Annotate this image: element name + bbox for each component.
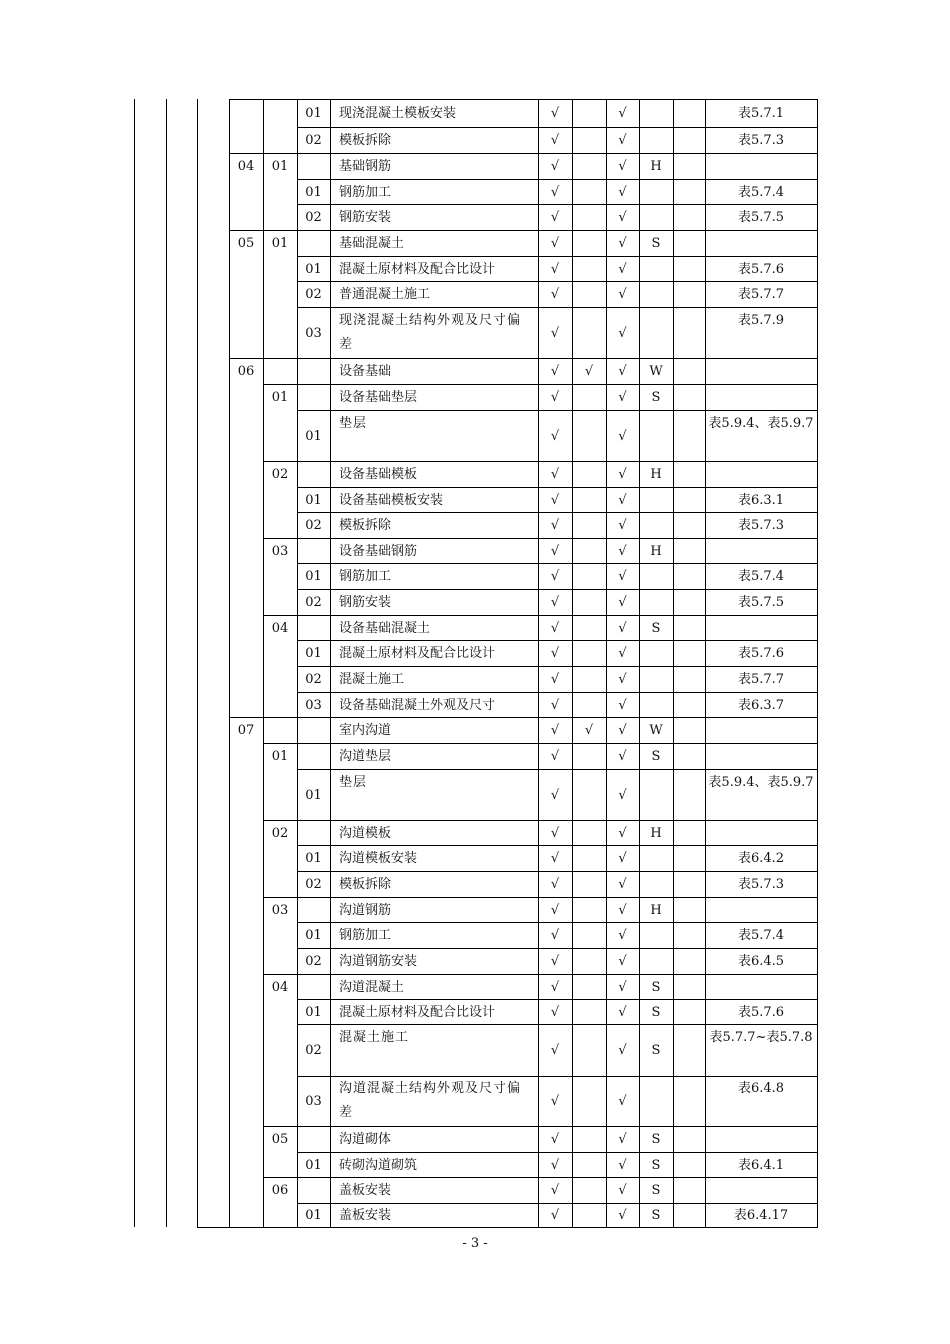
mark-1: √ xyxy=(550,877,560,892)
mark-4: H xyxy=(650,825,662,841)
row-rule xyxy=(297,1024,818,1025)
item-code: 02 xyxy=(305,210,322,225)
item-name: 现浇混凝土模板安装 xyxy=(339,106,457,121)
mark-3: √ xyxy=(618,518,627,533)
item-name: 沟道钢筋 xyxy=(339,902,392,918)
item-name: 沟道垫层 xyxy=(339,749,392,764)
reference-table: 表5.7.9 xyxy=(737,312,785,328)
reference-table: 表5.9.4、表5.9.7 xyxy=(708,415,814,431)
item-code: 02 xyxy=(305,287,322,302)
item-name: 钢筋加工 xyxy=(339,569,392,584)
mark-3: √ xyxy=(618,287,627,302)
mark-3: √ xyxy=(618,646,627,661)
mark-1: √ xyxy=(550,159,560,174)
item-name: 模板拆除 xyxy=(339,877,392,892)
subunit-code: 04 xyxy=(271,979,289,995)
table-bottom-rule xyxy=(197,1227,818,1228)
row-rule xyxy=(297,179,818,180)
row-rule xyxy=(263,1177,818,1178)
mark-3: √ xyxy=(618,723,627,738)
item-code: 02 xyxy=(305,877,322,892)
mark-1: √ xyxy=(550,825,560,841)
row-rule xyxy=(229,358,818,359)
mark-4: S xyxy=(651,390,661,405)
unit-code: 05 xyxy=(237,236,255,251)
item-name: 设备基础模板安装 xyxy=(339,492,444,508)
item-name: 钢筋加工 xyxy=(339,184,392,200)
row-rule xyxy=(263,384,818,385)
subunit-code: 02 xyxy=(271,825,289,841)
item-name: 设备基础垫层 xyxy=(339,390,418,405)
row-rule xyxy=(263,820,818,821)
item-code: 03 xyxy=(305,697,322,713)
item-code: 01 xyxy=(305,261,322,277)
mark-3: √ xyxy=(618,325,627,341)
mark-4: S xyxy=(651,1004,661,1020)
mark-3: √ xyxy=(618,877,627,892)
item-code: 03 xyxy=(305,1094,322,1109)
reference-table: 表5.9.4、表5.9.7 xyxy=(708,774,814,790)
mark-1: √ xyxy=(550,954,560,969)
mark-3: √ xyxy=(618,595,627,610)
mark-3: √ xyxy=(618,902,627,918)
column-rule xyxy=(817,99,818,1227)
mark-1: √ xyxy=(550,672,560,687)
item-code: 02 xyxy=(305,954,322,969)
row-rule xyxy=(263,615,818,616)
column-rule xyxy=(606,99,607,1227)
unit-code: 04 xyxy=(237,159,255,174)
reference-table: 表6.4.8 xyxy=(737,1081,785,1096)
item-name: 普通混凝土施工 xyxy=(339,287,431,302)
mark-1: √ xyxy=(550,492,560,508)
item-name: 混凝土原材料及配合比设计 xyxy=(339,261,496,277)
row-rule xyxy=(297,922,818,923)
mark-1: √ xyxy=(550,1183,560,1198)
mark-3: √ xyxy=(618,1157,627,1173)
mark-3: √ xyxy=(618,1094,627,1109)
mark-1: √ xyxy=(550,928,560,943)
subunit-code: 04 xyxy=(271,620,289,636)
unit-code: 06 xyxy=(237,364,255,379)
item-name: 混凝土原材料及配合比设计 xyxy=(339,1004,496,1020)
mark-1: √ xyxy=(550,1208,560,1223)
row-rule xyxy=(297,640,818,641)
item-code: 01 xyxy=(305,851,322,866)
mark-1: √ xyxy=(550,364,560,379)
reference-table: 表6.4.5 xyxy=(737,954,785,969)
item-name: 钢筋安装 xyxy=(339,595,392,610)
item-name: 基础混凝土 xyxy=(339,236,405,251)
item-name: 钢筋加工 xyxy=(339,928,392,943)
item-code: 01 xyxy=(305,184,322,200)
item-name: 设备基础钢筋 xyxy=(339,543,418,559)
reference-table: 表5.7.6 xyxy=(737,261,785,277)
row-rule xyxy=(297,871,818,872)
mark-3: √ xyxy=(618,1004,627,1020)
mark-1: √ xyxy=(550,902,560,918)
item-name: 设备基础模板 xyxy=(339,467,418,482)
row-rule xyxy=(297,845,818,846)
item-name: 沟道模板 xyxy=(339,825,392,841)
mark-4: S xyxy=(651,236,661,251)
mark-1: √ xyxy=(550,261,560,277)
mark-3: √ xyxy=(618,390,627,405)
mark-1: √ xyxy=(550,1132,560,1147)
reference-table: 表5.7.6 xyxy=(737,1004,785,1020)
mark-1: √ xyxy=(550,569,560,584)
row-rule xyxy=(297,256,818,257)
item-code: 02 xyxy=(305,518,322,533)
mark-3: √ xyxy=(618,851,627,866)
mark-1: √ xyxy=(550,184,560,200)
item-code: 01 xyxy=(305,569,322,584)
column-rule xyxy=(263,99,264,1227)
item-code: 02 xyxy=(305,1043,322,1058)
subunit-code: 01 xyxy=(271,159,289,174)
item-code: 01 xyxy=(305,428,322,444)
mark-1: √ xyxy=(550,133,560,148)
mark-3: √ xyxy=(618,428,627,444)
mark-3: √ xyxy=(618,492,627,508)
mark-1: √ xyxy=(550,428,560,444)
mark-3: √ xyxy=(618,543,627,559)
row-rule xyxy=(297,999,818,1000)
subunit-code: 01 xyxy=(271,390,289,405)
row-rule xyxy=(297,948,818,949)
item-code: 01 xyxy=(305,1004,322,1020)
subunit-code: 05 xyxy=(271,1132,289,1147)
mark-3: √ xyxy=(618,261,627,277)
mark-3: √ xyxy=(618,1132,627,1147)
mark-3: √ xyxy=(618,672,627,687)
subunit-code: 01 xyxy=(271,749,289,764)
mark-1: √ xyxy=(550,236,560,251)
mark-1: √ xyxy=(550,106,560,121)
row-rule xyxy=(297,512,818,513)
column-rule xyxy=(673,99,674,1227)
item-name: 设备基础混凝土 xyxy=(339,620,431,636)
item-name: 盖板安装 xyxy=(339,1183,392,1198)
reference-table: 表6.4.1 xyxy=(737,1157,785,1173)
subunit-code: 06 xyxy=(271,1183,289,1198)
mark-3: √ xyxy=(618,697,627,713)
mark-3: √ xyxy=(618,620,627,636)
reference-table: 表5.7.3 xyxy=(737,877,785,892)
mark-2: √ xyxy=(584,364,594,379)
row-rule xyxy=(297,1203,818,1204)
item-code: 01 xyxy=(305,787,322,803)
item-code: 02 xyxy=(305,595,322,610)
mark-1: √ xyxy=(550,787,560,803)
row-rule xyxy=(263,974,818,975)
reference-table: 表5.7.3 xyxy=(737,133,785,148)
reference-table: 表5.7.5 xyxy=(737,595,785,610)
page-number: - 3 - xyxy=(462,1236,488,1251)
item-code: 02 xyxy=(305,672,322,687)
mark-3: √ xyxy=(618,928,627,943)
reference-table: 表6.4.17 xyxy=(733,1208,789,1223)
mark-4: S xyxy=(651,1157,661,1173)
reference-table: 表5.7.6 xyxy=(737,646,785,661)
mark-1: √ xyxy=(550,325,560,341)
mark-3: √ xyxy=(618,569,627,584)
column-rule xyxy=(639,99,640,1227)
mark-3: √ xyxy=(618,1043,627,1058)
item-name: 混凝土施工 xyxy=(339,1030,410,1045)
mark-3: √ xyxy=(618,133,627,148)
item-code: 02 xyxy=(305,133,322,148)
column-rule xyxy=(134,99,135,1227)
mark-4: S xyxy=(651,1132,661,1147)
mark-4: S xyxy=(651,1043,661,1058)
item-code: 01 xyxy=(305,1208,322,1223)
reference-table: 表5.7.3 xyxy=(737,518,785,533)
item-name: 沟道混凝土结构外观及尺寸偏差 xyxy=(339,1081,522,1120)
row-rule xyxy=(263,1126,818,1127)
mark-1: √ xyxy=(550,287,560,302)
row-rule xyxy=(229,153,818,154)
item-name: 室内沟道 xyxy=(339,723,392,738)
subunit-code: 03 xyxy=(271,902,289,918)
mark-3: √ xyxy=(618,467,627,482)
item-name: 模板拆除 xyxy=(339,518,392,533)
mark-2: √ xyxy=(584,723,594,738)
mark-3: √ xyxy=(618,159,627,174)
mark-4: S xyxy=(651,749,661,764)
column-rule xyxy=(166,99,167,1227)
item-name: 设备基础 xyxy=(339,364,392,379)
item-code: 03 xyxy=(305,325,322,341)
item-name: 基础钢筋 xyxy=(339,159,392,174)
column-rule xyxy=(705,99,706,1227)
column-rule xyxy=(197,99,198,1227)
reference-table: 表5.7.7 xyxy=(737,672,785,687)
mark-1: √ xyxy=(550,543,560,559)
reference-table: 表6.4.2 xyxy=(737,851,785,866)
column-rule xyxy=(538,99,539,1227)
mark-1: √ xyxy=(550,1004,560,1020)
reference-table: 表6.3.7 xyxy=(737,697,785,713)
mark-1: √ xyxy=(550,467,560,482)
row-rule xyxy=(229,717,818,718)
reference-table: 表5.7.7~表5.7.8 xyxy=(709,1030,813,1045)
item-code: 01 xyxy=(305,492,322,508)
item-name: 设备基础混凝土外观及尺寸 xyxy=(339,697,496,713)
unit-code: 07 xyxy=(237,723,255,738)
mark-3: √ xyxy=(618,749,627,764)
reference-table: 表5.7.7 xyxy=(737,287,785,302)
reference-table: 表5.7.4 xyxy=(737,928,785,943)
column-rule xyxy=(330,99,331,1227)
column-rule xyxy=(297,99,298,1227)
mark-3: √ xyxy=(618,210,627,225)
mark-3: √ xyxy=(618,236,627,251)
row-rule xyxy=(263,897,818,898)
mark-1: √ xyxy=(550,723,560,738)
column-rule xyxy=(229,99,230,1227)
mark-4: S xyxy=(651,1183,661,1198)
item-code: 01 xyxy=(305,106,322,121)
item-name: 沟道钢筋安装 xyxy=(339,954,418,969)
row-rule xyxy=(263,538,818,539)
subunit-code: 01 xyxy=(271,236,289,251)
mark-3: √ xyxy=(618,364,627,379)
item-name: 沟道混凝土 xyxy=(339,979,405,995)
mark-1: √ xyxy=(550,697,560,713)
row-rule xyxy=(297,281,818,282)
reference-table: 表5.7.4 xyxy=(737,569,785,584)
reference-table: 表6.3.1 xyxy=(737,492,785,508)
mark-4: H xyxy=(650,467,662,482)
item-name: 沟道模板安装 xyxy=(339,851,418,866)
item-code: 01 xyxy=(305,928,322,943)
item-code: 01 xyxy=(305,646,322,661)
table-top-rule xyxy=(229,99,818,100)
item-name: 垫层 xyxy=(339,415,368,431)
mark-1: √ xyxy=(550,851,560,866)
mark-1: √ xyxy=(550,210,560,225)
item-name: 盖板安装 xyxy=(339,1208,392,1223)
row-rule xyxy=(297,1152,818,1153)
item-name: 现浇混凝土结构外观及尺寸偏差 xyxy=(339,312,522,352)
item-name: 砖砌沟道砌筑 xyxy=(339,1157,418,1173)
item-name: 沟道砌体 xyxy=(339,1132,392,1147)
mark-3: √ xyxy=(618,825,627,841)
subunit-code: 03 xyxy=(271,543,289,559)
row-rule xyxy=(297,666,818,667)
row-rule xyxy=(297,204,818,205)
item-name: 垫层 xyxy=(339,774,368,790)
mark-3: √ xyxy=(618,787,627,803)
mark-1: √ xyxy=(550,390,560,405)
reference-table: 表5.7.4 xyxy=(737,184,785,200)
mark-4: H xyxy=(650,902,662,918)
row-rule xyxy=(263,461,818,462)
mark-1: √ xyxy=(550,620,560,636)
mark-1: √ xyxy=(550,979,560,995)
row-rule xyxy=(263,743,818,744)
reference-table: 表5.7.5 xyxy=(737,210,785,225)
mark-4: W xyxy=(649,723,663,738)
mark-1: √ xyxy=(550,646,560,661)
mark-1: √ xyxy=(550,1157,560,1173)
row-rule xyxy=(297,563,818,564)
mark-4: S xyxy=(651,1208,661,1223)
mark-4: H xyxy=(650,159,662,174)
mark-4: H xyxy=(650,543,662,559)
mark-4: S xyxy=(651,979,661,995)
row-rule xyxy=(297,487,818,488)
mark-4: W xyxy=(649,364,663,379)
subunit-code: 02 xyxy=(271,467,289,482)
row-rule xyxy=(297,589,818,590)
mark-1: √ xyxy=(550,1094,560,1109)
mark-4: S xyxy=(651,620,661,636)
mark-3: √ xyxy=(618,106,627,121)
item-name: 混凝土原材料及配合比设计 xyxy=(339,646,496,661)
mark-3: √ xyxy=(618,1208,627,1223)
row-rule xyxy=(297,692,818,693)
mark-3: √ xyxy=(618,184,627,200)
mark-1: √ xyxy=(550,518,560,533)
mark-3: √ xyxy=(618,954,627,969)
column-rule xyxy=(572,99,573,1227)
item-name: 混凝土施工 xyxy=(339,672,405,687)
reference-table: 表5.7.1 xyxy=(737,106,785,121)
mark-3: √ xyxy=(618,1183,627,1198)
row-rule xyxy=(229,230,818,231)
item-name: 钢筋安装 xyxy=(339,210,392,225)
mark-1: √ xyxy=(550,749,560,764)
mark-1: √ xyxy=(550,595,560,610)
item-name: 模板拆除 xyxy=(339,133,392,148)
row-rule xyxy=(297,127,818,128)
item-code: 01 xyxy=(305,1157,322,1173)
mark-3: √ xyxy=(618,979,627,995)
mark-1: √ xyxy=(550,1043,560,1058)
